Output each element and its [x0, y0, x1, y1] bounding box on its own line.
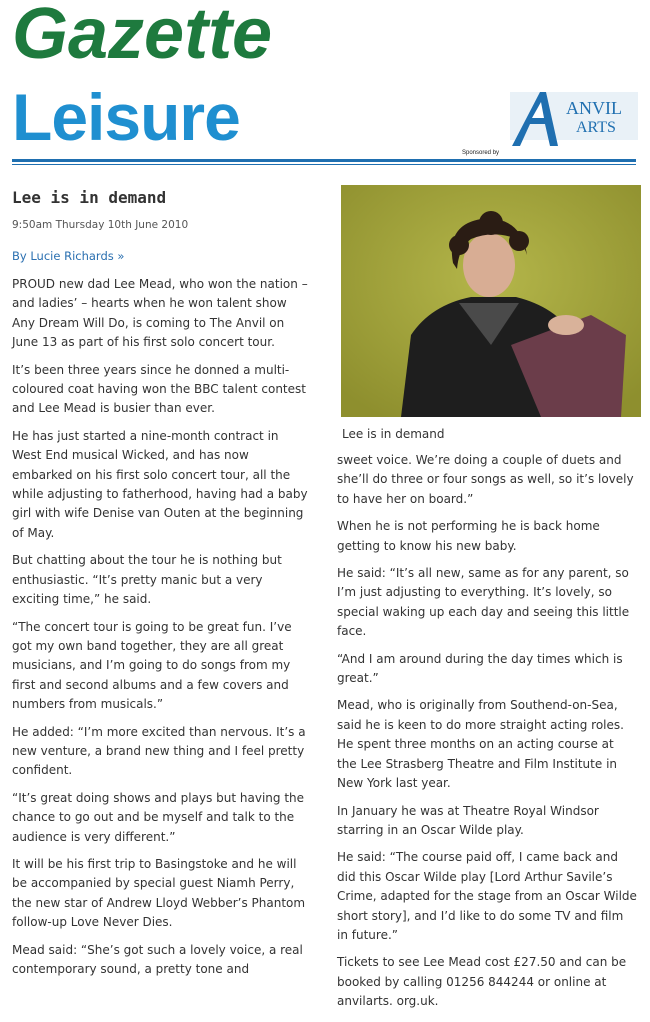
paragraph: Mead, who is originally from Southend-on-Sea, said he is keen to do more straight acting roles. He spent three months on an acting course at the Lee Strasberg Theatre and Film Institute in New York last year. [337, 698, 624, 791]
article-right-column [337, 451, 637, 1020]
paragraph: Mead said: “She’s got such a lovely voice, a real contemporary sound, a pretty tone and [12, 942, 303, 976]
sponsored-label: Sponsored by [462, 150, 500, 156]
paragraph: It will be his first trip to Basingstoke and he will be accompanied by special guest Niamh Perry, the new star of Andrew Lloyd Webber’s Phantom follow-up Love Never Dies. [12, 856, 306, 930]
article-headline: Lee is in demand [12, 188, 167, 207]
paragraph: sweet voice. We’re doing a couple of duets and she’ll do three or four songs as well, so it’s lovely to have her on board.” [337, 453, 634, 506]
paragraph: He has just started a nine-month contract in West End musical Wicked, and has now embarked on his first solo concert tour, all the while adjusting to fatherhood, having had a baby girl with wife Denise van Outen at the beginning of May. [12, 428, 308, 540]
paragraph: But chatting about the tour he is nothing but enthusiastic. “It’s pretty manic but a very exciting time,” he said. [12, 553, 282, 607]
section-title: Leisure [12, 80, 240, 154]
photo-face [463, 233, 515, 297]
paragraph: Tickets to see Lee Mead cost £27.50 and can be booked by calling 01256 844244 or online at anvilarts. org.uk. [337, 955, 627, 1009]
logo-word-arts: ARTS [576, 119, 616, 136]
masthead-rule-thin [12, 164, 636, 165]
paragraph: He said: “The course paid off, I came back and did this Oscar Wilde play [Lord Arthur Savile’s Crime, adapted for the stage from an Oscar Wilde short story], and I’d like to do some TV and film in future.” [337, 850, 637, 942]
paragraph: It’s been three years since he donned a multi-coloured coat having won the BBC talent contest and Lee Mead is busier than ever. [12, 362, 306, 416]
paragraph: He said: “It’s all new, same as for any parent, so I’m just adjusting to everything. It’s lovely, so special waking up each day and seeing this little face. [337, 566, 630, 639]
masthead-rule [12, 159, 636, 162]
anvil-arts-logo [510, 88, 638, 154]
paragraph: When he is not performing he is back home getting to know his new baby. [337, 519, 600, 553]
paragraph: “The concert tour is going to be great fun. I’ve got my own band together, they are all great musicians, and I’m going to do songs from my first and second albums and a few covers and numbers from musicals.” [12, 619, 292, 712]
photo-caption: Lee is in demand [342, 427, 445, 441]
photo-hand [548, 315, 584, 335]
author-byline-link[interactable]: By Lucie Richards » [12, 249, 125, 263]
article-timestamp: 9:50am Thursday 10th June 2010 [12, 219, 189, 231]
paragraph: “It’s great doing shows and plays but having the chance to go out and be myself and talk to the audience is very different.” [12, 790, 305, 844]
article-photo [341, 185, 641, 417]
logo-word-anvil: ANVIL [566, 98, 622, 118]
paragraph: “And I am around during the day times which is great.” [337, 651, 623, 686]
paragraph: PROUD new dad Lee Mead, who won the nation – and ladies’ – hearts when he won talent show Any Dream Will Do, is coming to The Anvil on June 13 as part of his first solo concert tour. [12, 277, 308, 350]
article-left-column [12, 180, 308, 987]
paragraph: In January he was at Theatre Royal Windsor starring in an Oscar Wilde play. [337, 803, 599, 837]
paragraph: He added: “I’m more excited than nervous. It’s a new venture, a brand new thing and I feel pretty confident. [12, 724, 306, 778]
masthead-title: Gazette [12, 0, 273, 74]
